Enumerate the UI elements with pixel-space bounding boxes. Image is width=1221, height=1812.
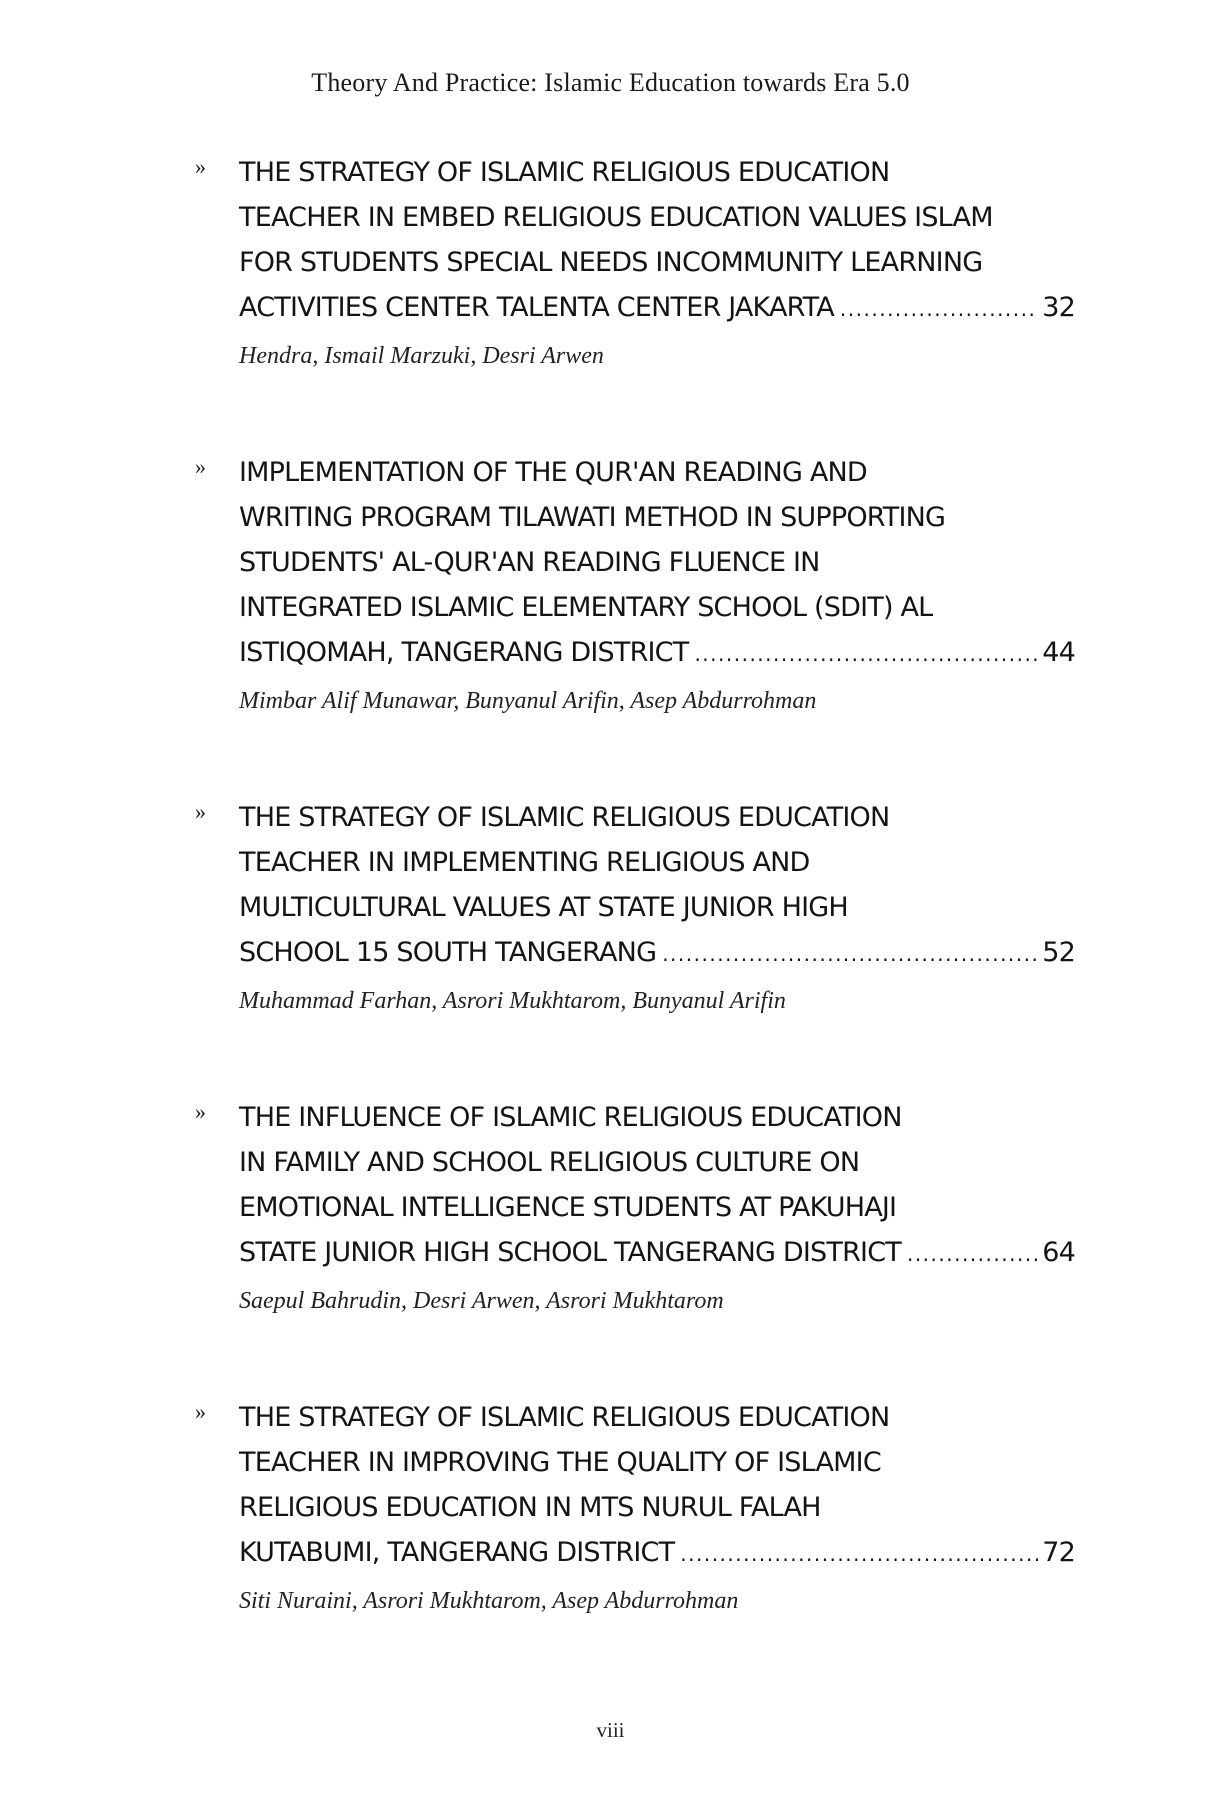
entry-authors: Mimbar Alif Munawar, Bunyanul Arifin, Asep Abdurrohman bbox=[239, 688, 817, 714]
entry-title-line: IN FAMILY AND SCHOOL RELIGIOUS CULTURE ON bbox=[239, 1147, 860, 1178]
page-footer-number: viii bbox=[596, 1718, 625, 1742]
entry-title-line: KUTABUMI, TANGERANG DISTRICT bbox=[239, 1537, 675, 1568]
entry-title-last-line bbox=[239, 1530, 1075, 1577]
running-header: Theory And Practice: Islamic Education towards Era 5.0 bbox=[311, 68, 910, 97]
entry-title-line: THE INFLUENCE OF ISLAMIC RELIGIOUS EDUCATION bbox=[239, 1102, 902, 1133]
entry-title-last-line bbox=[239, 930, 1075, 977]
entry-title-line: ISTIQOMAH, TANGERANG DISTRICT bbox=[239, 637, 689, 668]
entry-title-last-line bbox=[239, 630, 1075, 677]
entry-title-line: THE STRATEGY OF ISLAMIC RELIGIOUS EDUCATION bbox=[239, 802, 890, 833]
bullet-marker: » bbox=[195, 799, 206, 824]
table-of-contents bbox=[195, 150, 1075, 1621]
toc-entry[interactable] bbox=[195, 795, 1075, 1021]
entry-title-line: THE STRATEGY OF ISLAMIC RELIGIOUS EDUCATION bbox=[239, 157, 890, 188]
entry-title-line: THE STRATEGY OF ISLAMIC RELIGIOUS EDUCATION bbox=[239, 1402, 890, 1433]
toc-entry[interactable] bbox=[195, 150, 1075, 376]
entry-authors: Siti Nuraini, Asrori Mukhtarom, Asep Abdurrohman bbox=[239, 1588, 739, 1614]
entry-title-line: EMOTIONAL INTELLIGENCE STUDENTS AT PAKUHAJI bbox=[239, 1192, 897, 1223]
dot-leader bbox=[662, 932, 1038, 977]
toc-entry[interactable] bbox=[195, 1095, 1075, 1321]
page-number[interactable]: 72 bbox=[1042, 1537, 1075, 1568]
toc-entry[interactable] bbox=[195, 1395, 1075, 1621]
page-number[interactable]: 64 bbox=[1042, 1237, 1075, 1268]
dot-leader bbox=[907, 1232, 1038, 1277]
dot-leader bbox=[694, 632, 1038, 677]
entry-title-line: ACTIVITIES CENTER TALENTA CENTER JAKARTA bbox=[239, 292, 834, 323]
page-number[interactable]: 32 bbox=[1042, 292, 1075, 323]
dot-leader bbox=[840, 287, 1038, 332]
entry-title-line: INTEGRATED ISLAMIC ELEMENTARY SCHOOL (SDIT) AL bbox=[239, 592, 933, 623]
page-number[interactable]: 44 bbox=[1042, 637, 1075, 668]
entry-title-line: STATE JUNIOR HIGH SCHOOL TANGERANG DISTRICT bbox=[239, 1237, 901, 1268]
entry-title-line: TEACHER IN IMPLEMENTING RELIGIOUS AND bbox=[239, 847, 810, 878]
entry-title-line: FOR STUDENTS SPECIAL NEEDS INCOMMUNITY LEARNING bbox=[239, 247, 983, 278]
entry-title-line: SCHOOL 15 SOUTH TANGERANG bbox=[239, 937, 657, 968]
entry-title-line: TEACHER IN IMPROVING THE QUALITY OF ISLAMIC bbox=[239, 1447, 881, 1478]
entry-authors: Hendra, Ismail Marzuki, Desri Arwen bbox=[239, 343, 604, 369]
bullet-marker: » bbox=[195, 454, 206, 479]
entry-title-line: TEACHER IN EMBED RELIGIOUS EDUCATION VALUES ISLAM bbox=[239, 202, 993, 233]
page-number[interactable]: 52 bbox=[1042, 937, 1075, 968]
entry-title-line: IMPLEMENTATION OF THE QUR'AN READING AND bbox=[239, 457, 867, 488]
entry-authors: Muhammad Farhan, Asrori Mukhtarom, Bunyanul Arifin bbox=[239, 988, 786, 1014]
entry-title-line: RELIGIOUS EDUCATION IN MTS NURUL FALAH bbox=[239, 1492, 821, 1523]
bullet-marker: » bbox=[195, 1399, 206, 1424]
entry-title-line: WRITING PROGRAM TILAWATI METHOD IN SUPPORTING bbox=[239, 502, 946, 533]
entry-title-line: MULTICULTURAL VALUES AT STATE JUNIOR HIGH bbox=[239, 892, 848, 923]
entry-title-line: STUDENTS' AL-QUR'AN READING FLUENCE IN bbox=[239, 547, 820, 578]
bullet-marker: » bbox=[195, 154, 206, 179]
bullet-marker: » bbox=[195, 1099, 206, 1124]
dot-leader bbox=[680, 1532, 1038, 1577]
entry-title-last-line bbox=[239, 1230, 1075, 1277]
entry-title-last-line bbox=[239, 285, 1075, 332]
entry-authors: Saepul Bahrudin, Desri Arwen, Asrori Mukhtarom bbox=[239, 1288, 724, 1314]
toc-entry[interactable] bbox=[195, 450, 1075, 721]
